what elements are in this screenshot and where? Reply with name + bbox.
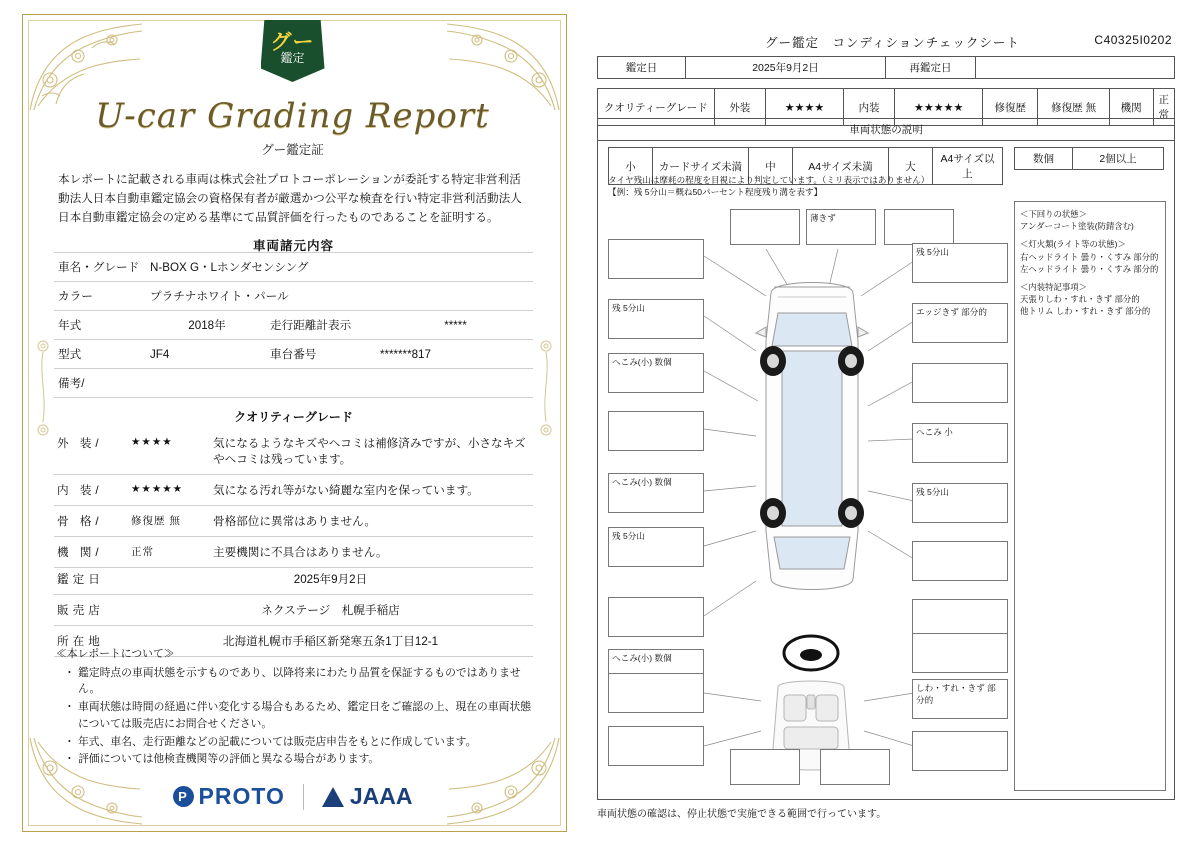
callout-box [820, 749, 890, 785]
goo-badge-line1: グー [270, 31, 315, 54]
grade-stars: ★★★★★ [131, 483, 184, 495]
reinspection-date-value [976, 57, 1175, 79]
table-row [54, 475, 533, 506]
legend-note [608, 175, 929, 198]
spec-value: N-BOX G・Lホンダセンシング [146, 253, 533, 282]
grade-text: 主要機関に不具合はありません。 [210, 537, 533, 568]
notes-section-heading: ＜灯火類(ライト等の状態)＞ [1020, 239, 1126, 250]
notes-line: 天張りしわ・すれ・きず 部分的 [1020, 294, 1140, 305]
repair-label: 修復歴 [982, 89, 1038, 126]
condition-check-sheet [585, 0, 1200, 848]
spec-value: 2018年 [146, 311, 266, 340]
intro-paragraph: 本レポートに記載される車両は株式会社プロトコーポレーションが委託する特定非営利活動法人日本自動車鑑定協会の資格保有者が厳選かつ公平な検査を行い特定非営利活動法人日本自動車鑑定協会の定める基準にて品質評価を行ったものであることを証明する。 [58, 173, 522, 225]
store-label: 販売店 [54, 595, 128, 626]
certificate-panel [0, 0, 585, 848]
size-medium-key: 中 [749, 148, 793, 185]
spec-label: 年式 [54, 311, 146, 340]
grade-heading: クオリティーグレード [234, 410, 353, 424]
grade-label: 外 装/ [54, 428, 128, 475]
grade-label: 内 装/ [54, 475, 128, 506]
sheet-title: グー鑑定 コンディションチェックシート [765, 36, 1020, 50]
notes-line: 他トリム しわ・すれ・きず 部分的 [1020, 306, 1151, 317]
notes-line: アンダーコート塗装(防錆含む) [1020, 221, 1134, 232]
qty-key: 数個 [1015, 148, 1073, 170]
exterior-stars: ★★★★ [766, 89, 844, 126]
table-row [54, 282, 533, 311]
store-value: 北海道札幌市手稲区新発寒五条1丁目12-1 [128, 626, 533, 657]
goo-badge-icon [261, 20, 325, 82]
store-label: 所在地 [54, 626, 128, 657]
inspection-date-value: 2025年9月2日 [686, 57, 886, 79]
grade-text: 骨格部位に異常はありません。 [210, 506, 533, 537]
quantity-legend-table [1014, 147, 1164, 170]
table-row [54, 340, 533, 369]
notes-section-heading: ＜内装特記事項＞ [1020, 281, 1087, 292]
list-item: ・ 評価については他検査機関等の評価と異なる場合があります。 [70, 751, 533, 768]
list-item: ・ 車両状態は時間の経過に伴い変化する場合もあるため、鑑定日をご確認の上、現在の車両状態については販売店にお問合せください。 [70, 699, 533, 732]
goo-logo [0, 20, 585, 87]
spec-label: 走行距離計表示 [266, 311, 376, 340]
callout-box: へこみ 小 [912, 423, 1008, 463]
qty-val: 2個以上 [1073, 148, 1164, 170]
exterior-label: 外装 [714, 89, 766, 126]
spec-value: プラチナホワイト・パール [146, 282, 533, 311]
spec-label: カラー [54, 282, 146, 311]
page-title: U-car Grading Report [95, 96, 490, 136]
callout-box: 残 5分山 [912, 483, 1008, 523]
callout-box [608, 239, 704, 279]
spec-label: 車名・グレード [54, 253, 146, 282]
size-medium-val: A4サイズ未満 [793, 148, 889, 185]
legend-note-line1: タイヤ残山は摩耗の程度を目視により判定しています。（ミリ表示ではありません） [608, 175, 930, 185]
table-row [54, 564, 533, 595]
vehicle-condition-panel [597, 118, 1175, 800]
callout-box: 残 5分山 [608, 299, 704, 339]
grade-label: 機 関/ [54, 537, 128, 568]
jaaa-logo [322, 783, 413, 810]
engine-value: 正常 [1153, 89, 1175, 126]
repair-value: 修復歴 無 [1038, 89, 1109, 126]
callout-box [730, 209, 800, 245]
quality-grade-table [54, 428, 533, 568]
page-subtitle: グー鑑定証 [261, 143, 324, 157]
callout-box [912, 363, 1008, 403]
spec-value: JF4 [146, 340, 266, 369]
grade-stars: ★★★★ [131, 436, 173, 448]
legend-note-line2: 【例：残 5分山＝概ね50パーセント程度残り溝を表す】 [608, 186, 823, 197]
goo-badge-line2: 鑑定 [280, 51, 305, 65]
panel-title: 車両状態の説明 [598, 119, 1174, 141]
callout-box [608, 673, 704, 713]
inspection-date-label: 鑑定日 [598, 57, 686, 79]
spec-value [146, 369, 533, 398]
spec-label: 型式 [54, 340, 146, 369]
size-large-key: 大 [889, 148, 933, 185]
jaaa-label: JAAA [349, 783, 413, 809]
callout-box: エッジきず 部分的 [912, 303, 1008, 343]
interior-stars: ★★★★★ [895, 89, 983, 126]
grade-label: 骨 格/ [54, 506, 128, 537]
table-row [54, 369, 533, 398]
callout-box [912, 541, 1008, 581]
callout-box [912, 731, 1008, 771]
notes-line: 左ヘッドライト 曇り・くすみ 部分的 [1020, 263, 1159, 274]
notes-section-heading: ＜下回りの状態＞ [1020, 209, 1087, 219]
condition-notes-panel [1014, 201, 1166, 791]
size-large-val: A4サイズ以上 [933, 148, 1003, 185]
table-row [54, 537, 533, 568]
logo-divider [303, 784, 304, 810]
inspection-date-table [597, 56, 1175, 79]
list-item: ・ 年式、車名、走行距離などの記載については販売店申告をもとに作成しています。 [70, 734, 533, 751]
callout-box [608, 411, 704, 451]
table-row [598, 57, 1175, 79]
grade-text: 気になる汚れ等がない綺麗な室内を保っています。 [210, 475, 533, 506]
store-value: ネクステージ 札幌手稲店 [128, 595, 533, 626]
callout-box: 残 5分山 [608, 527, 704, 567]
notes-line: 右ヘッドライト 曇り・くすみ 部分的 [1020, 251, 1159, 262]
store-info-table [54, 564, 533, 657]
spec-label: 備考/ [54, 369, 146, 398]
callout-box [912, 633, 1008, 673]
callout-box: へこみ(小) 数個 [608, 473, 704, 513]
grade-status: 修復歴 無 [131, 515, 181, 527]
callout-box [608, 726, 704, 766]
grade-status: 正常 [131, 546, 154, 558]
proto-logo [173, 783, 285, 810]
proto-label: PROTO [198, 783, 285, 809]
footer-logos [0, 783, 585, 810]
store-label: 鑑定日 [54, 564, 128, 595]
spec-label: 車台番号 [266, 340, 376, 369]
list-item: ・ 鑑定時点の車両状態を示すものであり、以降将来にわたり品質を保証するものではありません。 [70, 665, 533, 698]
callout-box: しわ・すれ・きず 部分的 [912, 679, 1008, 719]
proto-mark-icon: P [173, 786, 194, 807]
size-small-val: カードサイズ未満 [653, 148, 749, 185]
spec-value: ***** [376, 311, 533, 340]
sheet-footnote: 車両状態の確認は、停止状態で実施できる範囲で行っています。 [597, 809, 887, 820]
interior-label: 内装 [843, 89, 895, 126]
sheet-code: C40325I0202 [1094, 33, 1172, 47]
callout-box [608, 597, 704, 637]
table-row [54, 595, 533, 626]
table-row [54, 428, 533, 475]
callout-box [884, 209, 954, 245]
callout-box: 残 5分山 [912, 243, 1008, 283]
grade-text: 気になるようなキズやヘコミは補修済みですが、小さなキズやヘコミは残っています。 [210, 428, 533, 475]
store-value: 2025年9月2日 [128, 564, 533, 595]
engine-label: 機関 [1109, 89, 1153, 126]
grade-summary-label: クオリティーグレード [598, 89, 715, 126]
reinspection-date-label: 再鑑定日 [886, 57, 976, 79]
notes-heading: ≪本レポートについて≫ [56, 648, 175, 660]
report-notes [56, 646, 533, 769]
callout-box: へこみ(小) 数個 [608, 649, 704, 689]
callout-box: へこみ(小) 数個 [608, 353, 704, 393]
table-row [54, 506, 533, 537]
vehicle-diagram [606, 201, 1011, 791]
size-small-key: 小 [609, 148, 653, 185]
table-row [1015, 148, 1164, 170]
spec-value: *******817 [376, 340, 533, 369]
vehicle-spec-table [54, 252, 533, 398]
callout-box [730, 749, 800, 785]
jaaa-triangle-icon [322, 787, 344, 807]
table-row [54, 311, 533, 340]
spec-heading: 車両諸元内容 [252, 239, 334, 253]
callout-box: 薄きず [806, 209, 876, 245]
